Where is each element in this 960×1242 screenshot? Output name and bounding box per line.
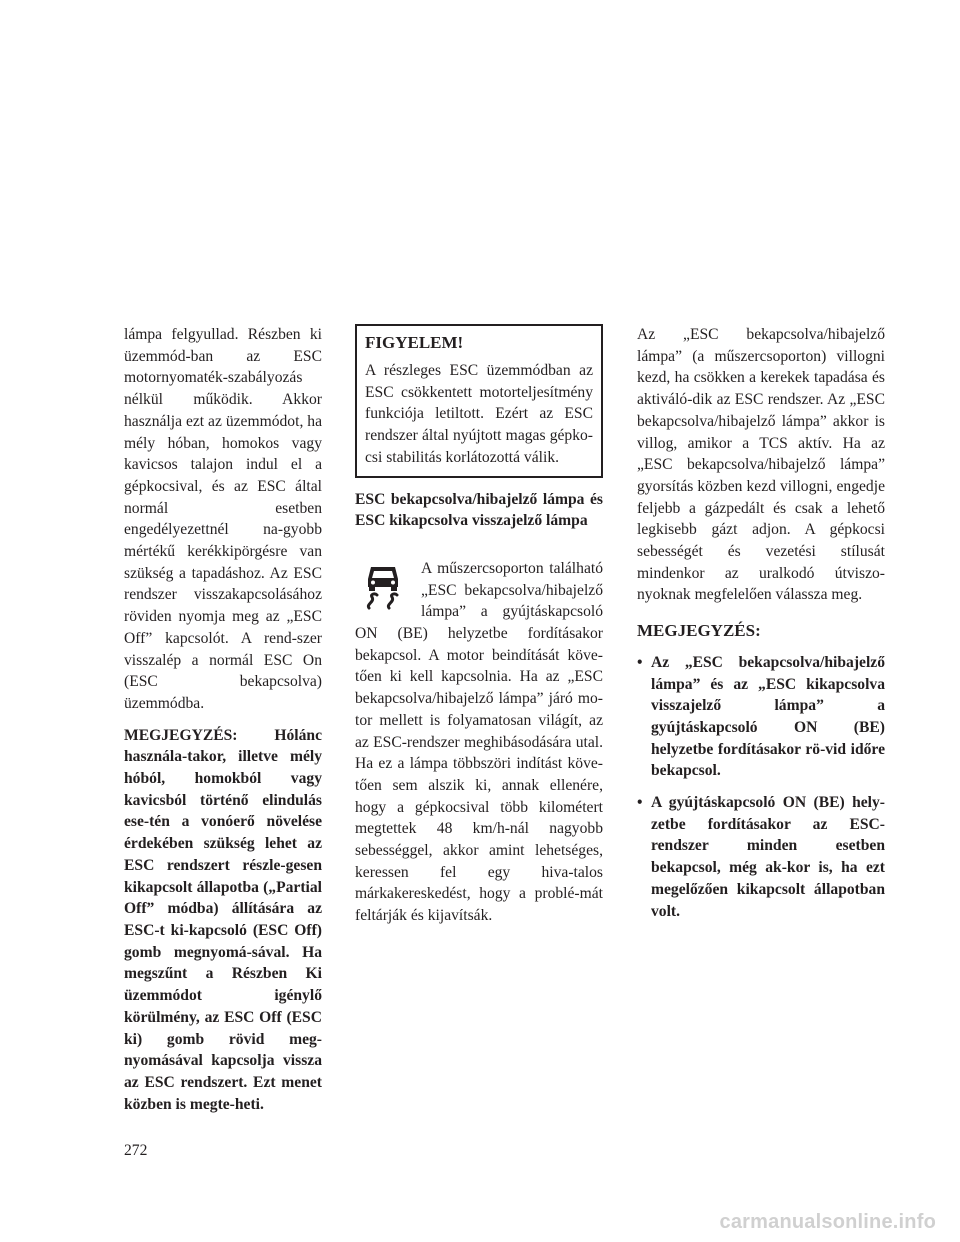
watermark: carmanualsonline.info: [719, 1211, 936, 1233]
bullet-text: A gyújtáskapcsoló ON (BE) hely-zetbe fordításakor az ESC-rendszer minden esetben bekapcsol, még ak-kor is, ha ezt megelőzően kikapcsolt állapotban volt.: [651, 794, 885, 920]
page-number: 272: [124, 1142, 148, 1159]
section-heading: ESC bekapcsolva/hibajelző lámpa és ESC kikapcsolva visszajelző lámpa: [355, 490, 603, 530]
warning-box: [355, 324, 603, 478]
column-left: [124, 324, 322, 1115]
warning-title: FIGYELEM!: [365, 333, 464, 352]
esc-lamp-text: A műszercsoporton található „ESC bekapcsolva/hibajelző lámpa” a gyújtáskapcsoló ON (BE) helyzetbe fordításakor bekapcsol. A motor beindítását köve-tően ki kell kapcsolnia. Ha az „ESC bekapcsolva/hibajelző lámpa” járó mo-tor mellett is folyamatosan világít, az az ESC-rendszer meghibásodására utal. Ha ez a lámpa többszöri indítást köve-tően sem alszik ki, annak ellenére, hogy a gépkocsival több kilométert megtettek 48 km/h-nál nagyobb sebességgel, akkor amint lehetséges, keressen fel egy hiva-talos márkakereskedést, hogy a problé-mát feltárják és kijavítsák.: [355, 559, 603, 925]
body-paragraph: Az „ESC bekapcsolva/hibajelző lámpa” (a műszercsoporton) villogni kezd, ha csökken a kerekek tapadása és aktiváló-dik az ESC rendszer. Az „ESC bekapcsolva/hibajelző lámpa” akkor is villog, amikor a TCS aktív. Ha az „ESC bekapcsolva/hibajelző lámpa” gyorsítás közben kezd villogni, engedje feljebb a gázpedált és csak a lehető legkisebb gázt adjon. A gépkocsi sebességét és vezetési stílusát mindenkor az uralkodó útviszo-nyoknak megfelelően válassza meg.: [637, 326, 885, 604]
bullet-marker: •: [637, 794, 643, 812]
esc-skid-car-icon: [363, 562, 403, 610]
note-bullet-item: [637, 792, 885, 922]
bullet-text: Az „ESC bekapcsolva/hibajelző lámpa” és az „ESC kikapcsolva visszajelző lámpa” a gyújtáskapcsoló ON (BE) helyzetbe fordításakor rö-vid időre bekapcsol.: [651, 653, 885, 780]
column-middle: [355, 324, 603, 927]
warning-text: A részleges ESC üzemmódban az ESC csökkentett motorteljesítmény funkciója letiltott. Ezért az ESC rendszer által nyújtott magas gépko-csi stabilitás korlátozottá válik.: [365, 362, 593, 466]
note-paragraph: MEGJEGYZÉS: Hólánc használa-takor, illetve mély hóból, homokból vagy kavicsból történő elindulás ese-tén a vonóerő növelése érdekében szükség lehet az ESC rendszert részle-gesen kikapcsolt állapotba („Partial Off” módba) állítására az ESC-t ki-kapcsoló (ESC Off) gomb megnyomá-sával. Ha megszűnt a Részben Ki üzemmódot igénylő körülmény, az ESC Off (ESC ki) gomb rövid meg-nyomásával kapcsolja vissza az ESC rendszert. Ezt menet közben is megte-heti.: [124, 726, 322, 1113]
column-right: [637, 324, 885, 932]
note-title: MEGJEGYZÉS:: [637, 621, 761, 641]
bullet-marker: •: [637, 653, 643, 671]
note-bullet-list: [637, 652, 885, 922]
body-paragraph: lámpa felgyullad. Részben ki üzemmód-ban az ESC motornyomaték-szabályozás nélkül működik. Akkor használja ezt az üzemmódot, ha mély hóban, homokos vagy kavicsos talajon indul el a gépkocsival, és az ESC által normál esetben engedélyezettnél na-gyobb mértékű kerékkipörgésre van szükség a tapadáshoz. Az ESC rendszer visszakapcsolásához röviden nyomja meg az „ESC Off” kapcsolót. A rend-szer visszalép a normál ESC On (ESC bekapcsolva) üzemmódba.: [124, 326, 322, 712]
esc-lamp-paragraph: [355, 558, 603, 927]
note-bullet-item: [637, 652, 885, 782]
